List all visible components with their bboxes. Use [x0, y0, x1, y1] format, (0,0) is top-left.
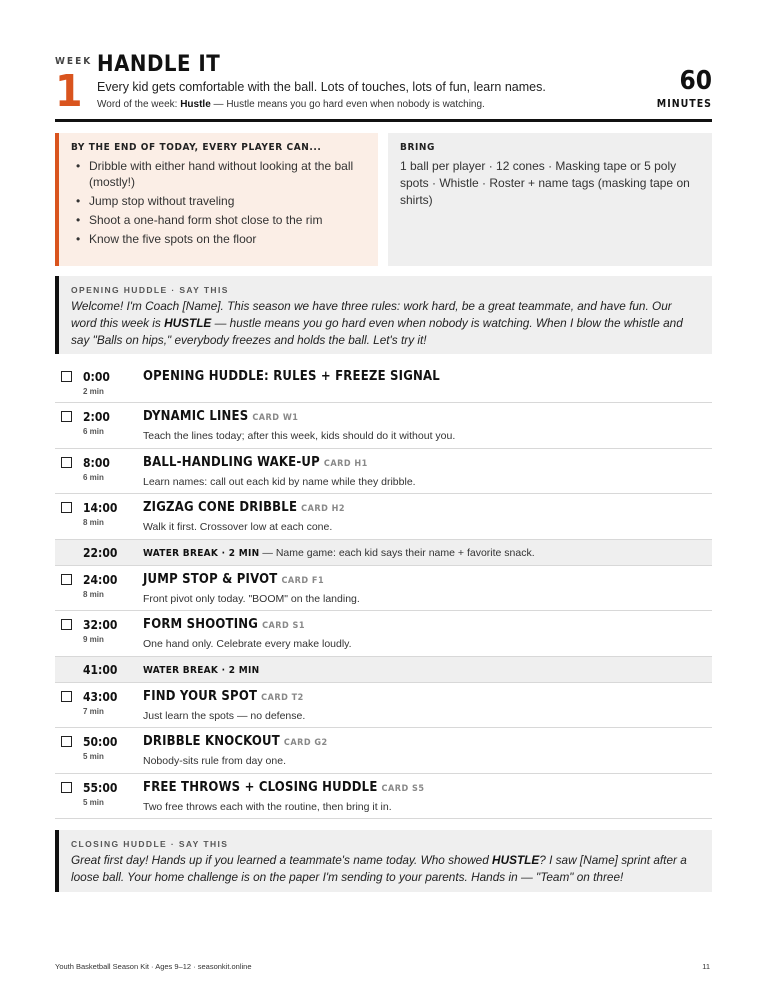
word: Hustle — [180, 99, 211, 110]
opening-text-2: — hustle means you go hard even when nobody is watching. When I blow the whistle and say "Balls on hips," everybody freezes and holds the ball. Let's try it! — [71, 316, 683, 347]
goals-box — [55, 133, 378, 266]
schedule-row — [55, 494, 712, 540]
schedule-row — [55, 728, 712, 774]
schedule-row — [55, 683, 712, 729]
word-label: Word of the week: — [97, 99, 181, 110]
activity-title: BALL-HANDLING WAKE-UP — [143, 454, 320, 470]
row-note: Front pivot only today. "BOOM" on the landing. — [143, 592, 360, 605]
opening-huddle — [55, 276, 712, 354]
schedule-row — [55, 774, 712, 820]
opening-text-1: Welcome! I'm Coach [Name]. This season we have three rules: work hard, be a great teammate, and have fun. Our word this week is — [71, 299, 672, 330]
row-title — [143, 500, 345, 515]
activity-title: JUMP STOP & PIVOT — [143, 571, 278, 587]
page-number: 11 — [702, 962, 710, 971]
goal-item: • Shoot a one-hand form shot close to the rim — [71, 212, 366, 228]
schedule-row — [55, 363, 712, 403]
bring-box — [388, 133, 712, 266]
opening-huddle-script — [71, 298, 700, 349]
card-ref: CARD S1 — [262, 621, 306, 631]
closing-text-2: ? I saw [Name] sprint after a loose ball. Your home challenge is on the paper I'm sending to your parents. Hands in — "Team" on three! — [71, 853, 687, 884]
closing-huddle — [55, 830, 712, 892]
checkbox[interactable] — [61, 502, 72, 513]
row-time: 8:00 — [83, 455, 110, 470]
row-time: 24:00 — [83, 572, 118, 587]
water-break-row — [55, 540, 712, 566]
goal-item: • Dribble with either hand without looking at the ball (mostly!) — [71, 158, 366, 190]
row-title — [143, 455, 368, 470]
row-duration: 8 min — [83, 589, 104, 599]
row-note: One hand only. Celebrate every make loudly. — [143, 638, 352, 650]
goal-item: • Know the five spots on the floor — [71, 231, 366, 247]
checkbox[interactable] — [61, 371, 72, 382]
row-duration: 8 min — [83, 518, 104, 527]
row-title — [143, 617, 305, 632]
minutes-value: 60 — [679, 66, 712, 96]
activity-title: ZIGZAG CONE DRIBBLE — [143, 500, 298, 515]
schedule-row — [55, 611, 712, 657]
row-time: 22:00 — [83, 545, 118, 560]
row-duration: 6 min — [83, 427, 104, 436]
row-title — [143, 409, 298, 424]
break-label: WATER BREAK · 2 MIN — [143, 664, 260, 676]
break-text — [143, 547, 535, 559]
checkbox[interactable] — [61, 457, 72, 468]
checkbox[interactable] — [61, 619, 72, 630]
bring-heading: BRING — [400, 142, 436, 153]
row-time: 0:00 — [83, 370, 110, 384]
checkbox[interactable] — [61, 574, 72, 585]
checkbox[interactable] — [61, 411, 72, 422]
activity-title: FREE THROWS + CLOSING HUDDLE — [143, 779, 378, 795]
water-break-row — [55, 657, 712, 683]
activity-title: OPENING HUDDLE: RULES + FREEZE SIGNAL — [143, 369, 440, 384]
goal-item: • Jump stop without traveling — [71, 193, 366, 209]
row-time: 55:00 — [83, 780, 118, 795]
page-subtitle: Every kid gets comfortable with the ball. Lots of touches, lots of fun, learn names. — [97, 80, 546, 94]
closing-huddle-script — [71, 852, 700, 886]
activity-title: DRIBBLE KNOCKOUT — [143, 734, 280, 749]
checkbox[interactable] — [61, 691, 72, 702]
break-label: WATER BREAK · 2 MIN — [143, 547, 260, 559]
card-ref: CARD H2 — [301, 504, 346, 514]
page-header — [55, 52, 712, 122]
page-title: HANDLE IT — [97, 52, 221, 77]
row-duration: 9 min — [83, 635, 104, 644]
row-time: 41:00 — [83, 662, 118, 677]
row-time: 43:00 — [83, 689, 118, 704]
activity-title: FIND YOUR SPOT — [143, 688, 258, 704]
goals-list — [71, 158, 366, 247]
card-ref: CARD T2 — [261, 692, 304, 703]
card-ref: CARD H1 — [323, 458, 368, 469]
row-duration: 2 min — [83, 387, 104, 396]
row-time: 50:00 — [83, 735, 118, 749]
opening-huddle-heading: OPENING HUDDLE · SAY THIS — [71, 285, 229, 295]
goals-heading: BY THE END OF TODAY, EVERY PLAYER CAN... — [71, 142, 322, 153]
row-duration: 5 min — [83, 752, 104, 761]
activity-title: FORM SHOOTING — [143, 617, 259, 632]
practice-schedule — [55, 363, 712, 819]
row-note: Two free throws each with the routine, then bring it in. — [143, 800, 392, 813]
activity-title: DYNAMIC LINES — [143, 409, 249, 424]
checkbox[interactable] — [61, 782, 72, 793]
break-text — [143, 664, 259, 676]
bring-list: 1 ball per player · 12 cones · Masking tape or 5 poly spots · Whistle · Roster + name tags (masking tape on shirts) — [400, 159, 690, 207]
card-ref: CARD S5 — [381, 783, 425, 794]
row-time: 32:00 — [83, 618, 118, 632]
row-title — [143, 689, 304, 704]
week-number: 1 — [55, 66, 83, 117]
schedule-row — [55, 403, 712, 449]
row-title — [143, 369, 440, 384]
closing-huddle-heading: CLOSING HUDDLE · SAY THIS — [71, 839, 229, 849]
week-label: WEEK — [55, 56, 93, 67]
row-duration: 6 min — [83, 472, 104, 482]
row-note: Nobody-sits rule from day one. — [143, 755, 286, 767]
schedule-row — [55, 449, 712, 495]
row-duration: 5 min — [83, 797, 104, 807]
word-of-the-week — [97, 99, 485, 110]
row-duration: 7 min — [83, 706, 104, 716]
opening-bold-word: HUSTLE — [164, 316, 212, 330]
row-note: Teach the lines today; after this week, kids should do it without you. — [143, 430, 456, 442]
row-time: 14:00 — [83, 501, 118, 515]
row-note: Learn names: call out each kid by name while they dribble. — [143, 475, 416, 488]
closing-text-1: Great first day! Hands up if you learned a teammate's name today. Who showed — [71, 853, 493, 867]
minutes-label: MINUTES — [656, 98, 712, 110]
word-description: — Hustle means you go hard even when nobody is watching. — [210, 99, 485, 110]
row-title — [143, 734, 328, 749]
card-ref: CARD F1 — [281, 575, 325, 586]
closing-bold-word: HUSTLE — [492, 853, 540, 867]
card-ref: CARD W1 — [252, 413, 299, 423]
row-note: Walk it first. Crossover low at each cone. — [143, 521, 333, 533]
footer-text: Youth Basketball Season Kit · Ages 9–12 · seasonkit.online — [55, 962, 252, 971]
schedule-row — [55, 566, 712, 612]
row-time: 2:00 — [83, 410, 110, 424]
row-note: Just learn the spots — no defense. — [143, 709, 306, 722]
break-note: — Name game: each kid says their name + favorite snack. — [259, 546, 535, 559]
checkbox[interactable] — [61, 736, 72, 747]
card-ref: CARD G2 — [283, 738, 328, 748]
row-title — [143, 780, 424, 795]
row-title — [143, 572, 324, 587]
